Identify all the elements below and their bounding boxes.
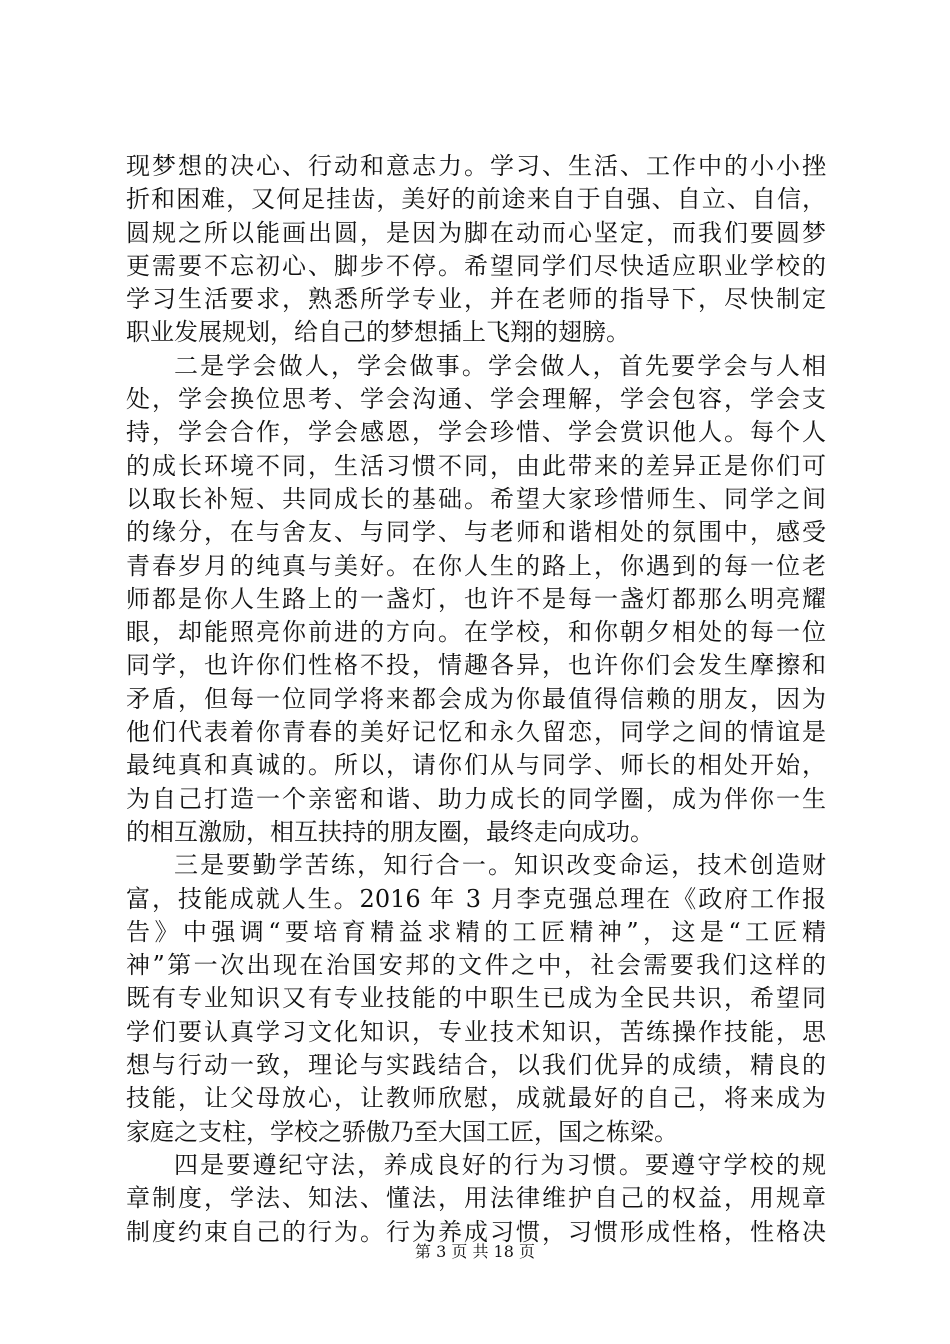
text-line: 神”第一次出现在治国安邦的文件之中，社会需要我们这样的 xyxy=(126,951,826,980)
page-number-footer: 第 3 页 共 18 页 xyxy=(415,1242,535,1261)
text-line: 想与行动一致，理论与实践结合，以我们优异的成绩，精良的 xyxy=(126,1051,826,1080)
text-line: 学们要认真学习文化知识，专业技术知识，苦练操作技能，思 xyxy=(126,1017,826,1046)
text-line: 同学，也许你们性格不投，情趣各异，也许你们会发生摩擦和 xyxy=(126,651,826,680)
text-line: 他们代表着你青春的美好记忆和永久留恋，同学之间的情谊是 xyxy=(126,718,826,747)
text-line: 师都是你人生路上的一盏灯，也许不是每一盏灯都那么明亮耀 xyxy=(126,584,826,613)
text-line: 的成长环境不同，生活习惯不同，由此带来的差异正是你们可 xyxy=(126,451,826,480)
text-line: 职业发展规划，给自己的梦想插上飞翔的翅膀。 xyxy=(126,318,630,347)
text-line: 青春岁月的纯真与美好。在你人生的路上，你遇到的每一位老 xyxy=(126,551,826,580)
text-line: 的相互激励，相互扶持的朋友圈，最终走向成功。 xyxy=(126,817,654,846)
text-line: 学习生活要求，熟悉所学专业，并在老师的指导下，尽快制定 xyxy=(126,285,826,314)
paragraph-start-line: 三是要勤学苦练，知行合一。知识改变命运，技术创造财 xyxy=(174,851,826,880)
text-line: 圆规之所以能画出圆，是因为脚在动而心坚定，而我们要圆梦 xyxy=(126,218,826,247)
text-line: 更需要不忘初心、脚步不停。希望同学们尽快适应职业学校的 xyxy=(126,251,826,280)
text-line: 折和困难，又何足挂齿，美好的前途来自于自强、自立、自信， xyxy=(126,185,826,214)
text-line: 技能，让父母放心，让教师欣慰，成就最好的自己，将来成为 xyxy=(126,1084,826,1113)
text-line: 为自己打造一个亲密和谐、助力成长的同学圈，成为伴你一生 xyxy=(126,784,826,813)
text-line: 章制度，学法、知法、懂法，用法律维护自己的权益，用规章 xyxy=(126,1184,826,1213)
text-line: 现梦想的决心、行动和意志力。学习、生活、工作中的小小挫 xyxy=(126,152,826,180)
text-line: 富，技能成就人生。2016 年 3 月李克强总理在《政府工作报 xyxy=(126,884,826,913)
text-line: 家庭之支柱，学校之骄傲乃至大国工匠，国之栋梁。 xyxy=(126,1117,678,1146)
paragraph-start-line: 四是要遵纪守法，养成良好的行为习惯。要遵守学校的规 xyxy=(174,1150,826,1179)
text-line: 处，学会换位思考、学会沟通、学会理解，学会包容，学会支 xyxy=(126,385,826,414)
text-line: 以取长补短、共同成长的基础。希望大家珍惜师生、同学之间 xyxy=(126,484,826,513)
text-line: 持，学会合作，学会感恩，学会珍惜、学会赏识他人。每个人 xyxy=(126,418,826,447)
text-line: 的缘分，在与舍友、与同学、与老师和谐相处的氛围中，感受 xyxy=(126,518,826,547)
text-line: 告》中强调“要培育精益求精的工匠精神”，这是“工匠精 xyxy=(126,917,826,946)
text-line: 既有专业知识又有专业技能的中职生已成为全民共识，希望同 xyxy=(126,984,826,1013)
document-body xyxy=(126,150,826,1249)
text-line: 最纯真和真诚的。所以，请你们从与同学、师长的相处开始， xyxy=(126,751,826,780)
text-line: 制度约束自己的行为。行为养成习惯，习惯形成性格，性格决 xyxy=(126,1217,826,1246)
text-line: 眼，却能照亮你前进的方向。在学校，和你朝夕相处的每一位 xyxy=(126,618,826,647)
text-line: 矛盾，但每一位同学将来都会成为你最值得信赖的朋友，因为 xyxy=(126,684,826,713)
paragraph-start-line: 二是学会做人，学会做事。学会做人，首先要学会与人相 xyxy=(174,351,826,380)
